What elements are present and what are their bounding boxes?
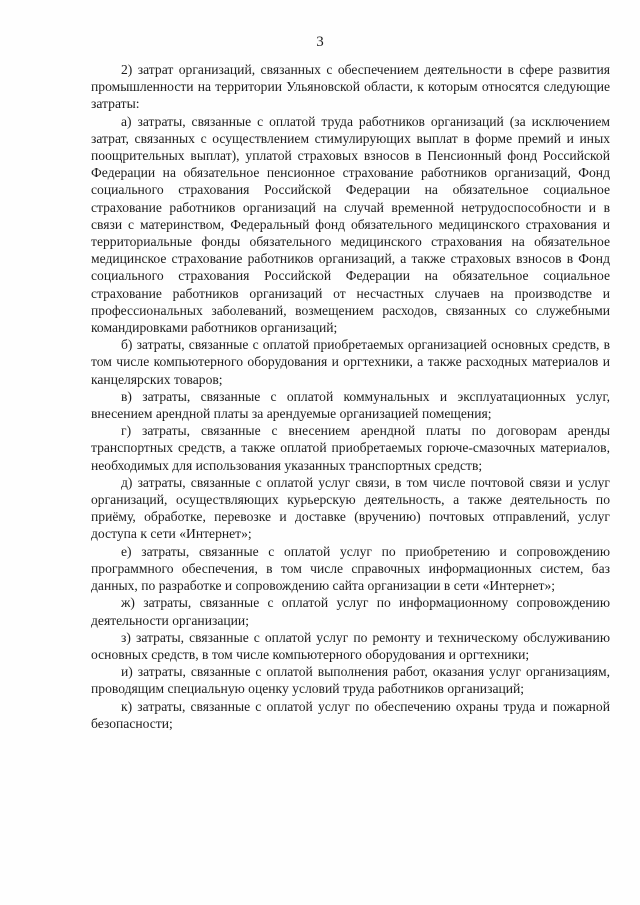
paragraph-subitem-i: и) затраты, связанные с оплатой выполнения работ, оказания услуг организациям, проводящим специальную оценку условий труда работников организаций; <box>91 664 610 697</box>
paragraph-subitem-v: в) затраты, связанные с оплатой коммунальных и эксплуатационных услуг, внесением арендной платы за арендуемые организацией помещения; <box>91 388 610 422</box>
paragraph-subitem-g: г) затраты, связанные с внесением арендной платы по договорам аренды транспортных средств, а также оплатой приобретаемых горюче-смазочных материалов, необходимых для использования указанных транспортных средств; <box>91 423 610 473</box>
paragraph-subitem-a: а) затраты, связанные с оплатой труда работников организаций (за исключением затрат, связанных с осуществлением стимулирующих выплат в форме премий и иных поощрительных выплат), уплатой страховых взносов в Пенсионный фонд Российской Федерации на обязательное пенсионное страхование работников организаций, Фонд социального страхования Российской Федерации на обязательное социальное страхование работников организаций на случай временной нетрудоспособности и в связи с материнством, Федеральный фонд обязательного медицинского страхования и территориальные фонды обязательного медицинского страхования на обязательное медицинское страхование работников организаций, а также страховых взносов в Фонд социального страхования Российской Федерации на обязательное социальное страхование работников организаций от несчастных случаев на производстве и профессиональных заболеваний, возмещением расходов, связанных со служебными командировками работников организаций; <box>91 113 610 336</box>
paragraph-subitem-zh: ж) затраты, связанные с оплатой услуг по информационному сопровождению деятельности организации; <box>91 595 610 628</box>
page-number: 3 <box>316 34 324 50</box>
paragraph-item-2-intro: 2) затрат организаций, связанных с обеспечением деятельности в сфере развития промышленности на территории Ульяновской области, к которым относятся следующие затраты: <box>91 62 610 112</box>
paragraph-subitem-e: е) затраты, связанные с оплатой услуг по приобретению и сопровождению программного обеспечения, в том числе справочных информационных систем, баз данных, по разработке и сопровождению сайта организации в сети «Интернет»; <box>91 543 610 594</box>
paragraph-subitem-b: б) затраты, связанные с оплатой приобретаемых организацией основных средств, в том числе компьютерного оборудования и оргтехники, а также расходных материалов и канцелярских товаров; <box>91 337 610 387</box>
document-body <box>91 61 610 732</box>
paragraph-subitem-d: д) затраты, связанные с оплатой услуг связи, в том числе почтовой связи и услуг организаций, осуществляющих курьерскую деятельность, а также деятельность по приёму, обработке, перевозке и доставке (вручению) почтовых отправлений, услуг доступа к сети «Интернет»; <box>91 474 610 542</box>
paragraph-subitem-z: з) затраты, связанные с оплатой услуг по ремонту и техническому обслуживанию основных средств, в том числе компьютерного оборудования и оргтехники; <box>91 629 610 662</box>
paragraph-subitem-k: к) затраты, связанные с оплатой услуг по обеспечению охраны труда и пожарной безопасности; <box>91 698 610 731</box>
